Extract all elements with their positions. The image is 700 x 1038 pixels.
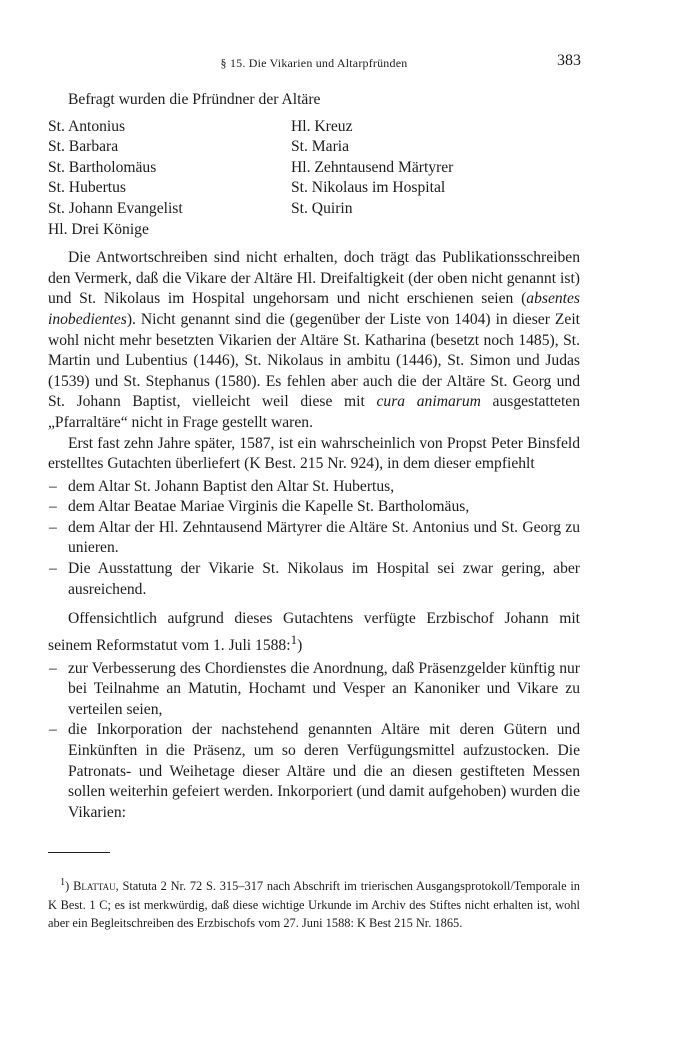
paragraph-gutachten: Erst fast zehn Jahre später, 1587, ist ein wahrscheinlich von Propst Peter Binsfeld erstelltes Gutachten überliefert (K Best. 215 Nr. 924), in dem dieser empfiehlt	[48, 434, 580, 473]
recommendation-list	[48, 477, 580, 601]
latin-phrase: absentes inobedientes	[48, 290, 580, 328]
altar-item: St. Johann Evangelist	[48, 199, 183, 217]
footnote-marker-close: )	[65, 879, 70, 894]
paragraph-text: ). Nicht genannt sind die (gegenüber der Liste von 1404) in dieser Zeit wohl nicht mehr besetzten Vikarien der Altäre St. Katharina (besetzt noch 1485), St. Martin und Lubentius (1446), St. Nikolaus in ambitu (1446), St. Simon und Judas (1539) und St. Stephanus (1580). Es fehlen aber auch die der Altäre St. Georg und St. Johann Baptist, vielleicht weil diese mit	[48, 310, 580, 411]
footnote-reference[interactable]: 1	[290, 631, 298, 647]
altar-item: Hl. Zehntausend Märtyrer	[291, 158, 454, 176]
list-item: – Die Ausstattung der Vikarie St. Nikolaus im Hospital sei zwar gering, aber ausreichend.	[48, 559, 580, 600]
list-item: – dem Altar der Hl. Zehntausend Märtyrer die Altäre St. Antonius und St. Georg zu unieren.	[48, 518, 580, 559]
latin-phrase: cura animarum	[376, 393, 481, 411]
footnote	[48, 874, 580, 931]
intro-line: Befragt wurden die Pfründner der Altäre	[68, 91, 321, 108]
altar-column-right	[291, 117, 580, 241]
list-item: – dem Altar St. Johann Baptist den Altar St. Hubertus,	[48, 477, 580, 498]
altar-column-left	[48, 117, 291, 241]
altar-item: St. Quirin	[291, 199, 353, 217]
paragraph-text: Offensichtlich aufgrund dieses Gutachtens verfügte Erzbischof Johann mit seinem Reformstatut vom 1. Juli 1588:	[48, 610, 580, 655]
altar-item: St. Antonius	[48, 117, 126, 135]
paragraph-text: Die Antwortschreiben sind nicht erhalten, doch trägt das Publikationsschreiben den Vermerk, daß die Vikare der Altäre Hl. Dreifaltigkeit (der oben nicht genannt ist) und St. Nikolaus im Hospital ungehorsam und nicht erschienen seien (	[48, 249, 580, 308]
footnote-text: , Statuta 2 Nr. 72 S. 315–317 nach Abschrift im trierischen Ausgangsprotokoll/Temporale in K Best. 1 C; es ist merkwürdig, daß diese wichtige Urkunde im Archiv des Stiftes nicht erhalten ist, wohl aber ein Begleitschreiben des Erzbischofs vom 27. Juni 1588: K Best 215 Nr. 1865.	[48, 879, 580, 930]
list-item: – dem Altar Beatae Mariae Virginis die Kapelle St. Bartholomäus,	[48, 497, 580, 518]
page-number: 383	[557, 52, 581, 69]
list-item: – zur Verbesserung des Chordienstes die Anordnung, daß Präsenzgelder künftig nur bei Teilnahme an Matutin, Hochamt und Vesper an Kanoniker und Vikare zu verteilen seien,	[48, 659, 580, 721]
paragraph-text: )	[297, 637, 303, 655]
footnote-marker: 1	[60, 877, 66, 889]
footnote-divider	[48, 852, 110, 853]
altar-item: St. Nikolaus im Hospital	[291, 179, 446, 197]
altar-item: St. Barbara	[48, 138, 119, 156]
running-title: § 15. Die Vikarien und Altarpfründen	[220, 56, 408, 70]
main-text	[48, 90, 580, 827]
paragraph-text: ausgestatteten „Pfarraltäre“ nicht in Frage gestellt waren.	[48, 393, 581, 431]
altar-list	[48, 117, 580, 241]
footnote-author: Blattau	[73, 879, 116, 894]
paragraph-responses	[48, 248, 580, 433]
list-item: – die Inkorporation der nachstehend genannten Altäre mit deren Gütern und Einkünften in die Präsenz, um so deren Verfügungsmittel aufzustocken. Die Patronats- und Weihetage dieser Altäre und die an diesen gestifteten Messen sollen weiterhin gefeiert werden. Inkorporiert (und damit aufgehoben) wurden die Vikarien:	[48, 720, 580, 823]
altar-item: St. Bartholomäus	[48, 158, 157, 176]
altar-item: St. Maria	[291, 138, 350, 156]
altar-item: St. Hubertus	[48, 179, 126, 197]
altar-item: Hl. Kreuz	[291, 117, 353, 135]
paragraph-reform-statute	[48, 609, 580, 656]
altar-item: Hl. Drei Könige	[48, 220, 149, 238]
measures-list	[48, 659, 580, 824]
